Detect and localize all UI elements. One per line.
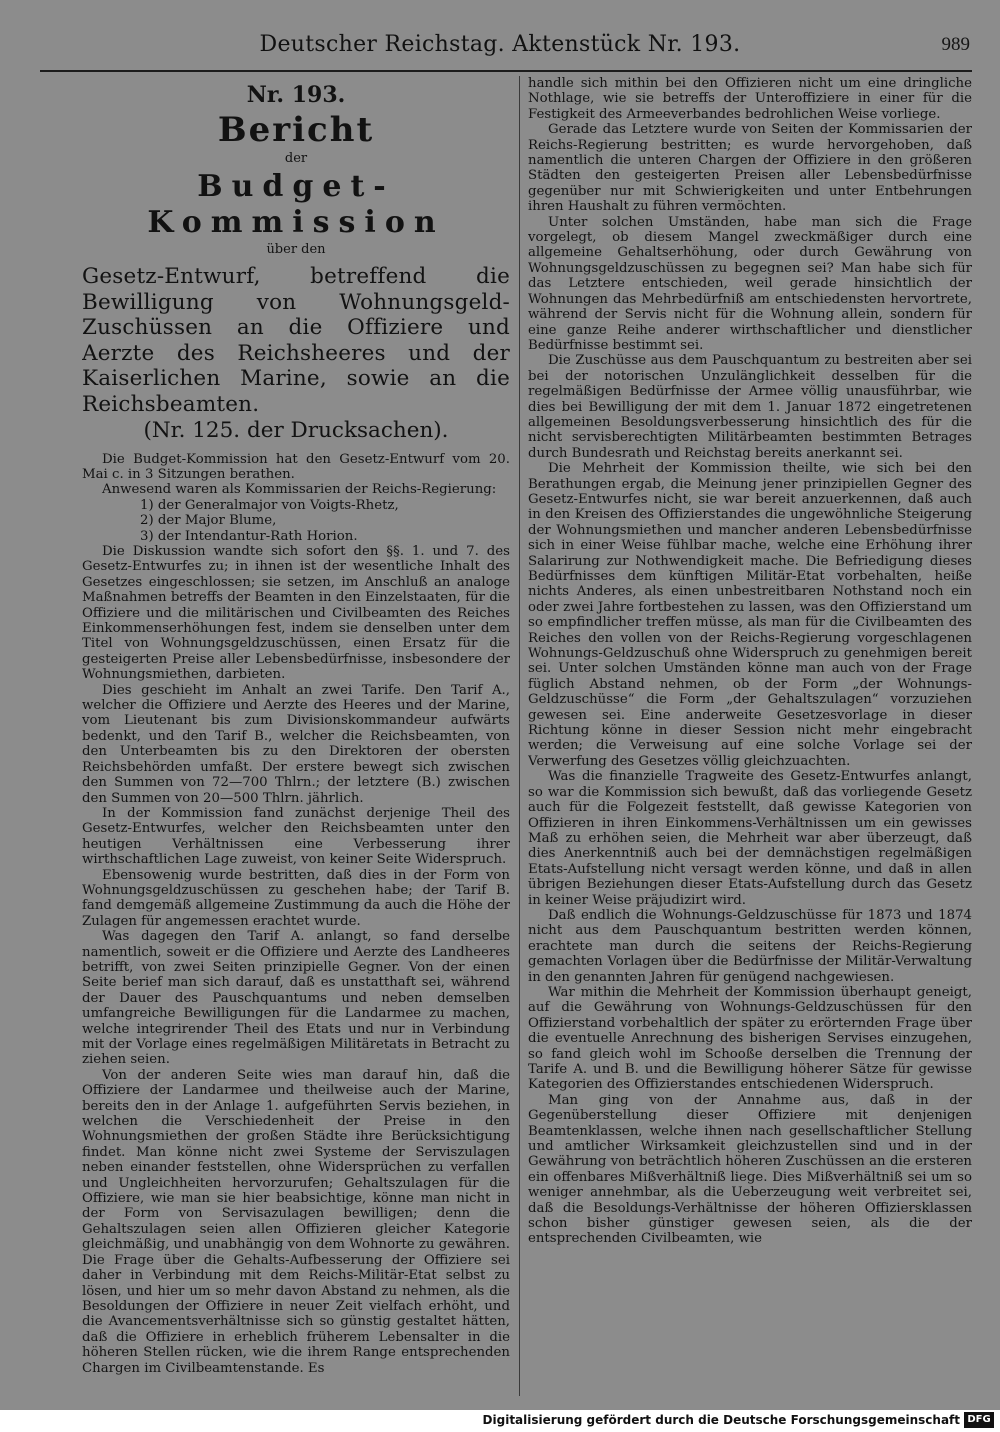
right-column <box>528 76 972 1396</box>
footer-bar <box>0 1410 1000 1432</box>
paragraph: Dies geschieht im Anhalt an zwei Tarife. Den Tarif A., welcher die Offiziere und Aerzte des Heeres und der Marine, vom Lieutenant bis zum Divisionskommandeur aufwärts bedenkt, und den Tarif B., welcher die Reichsbeamten, von den Unterbeamten bis zu den Direktoren der obersten Reichsbehörden umfaßt. Der erstere bewegt sich zwischen den Summen von 72—700 Thlrn.; der letztere (B.) zwischen den Summen von 20—500 Thlrn. jährlich. <box>82 682 510 806</box>
funding-credit: Digitalisierung gefördert durch die Deutsche Forschungsgemeinschaft <box>482 1413 960 1427</box>
paragraph: Unter solchen Umständen, habe man sich die Frage vorgelegt, ob diesem Mangel zweckmäßiger durch eine allgemeine Gehaltserhöhung, oder durch Gewährung von Wohnungsgeldzuschüssen zu begegnen sei? Man habe sich für das Letztere entschieden, weil gerade hinsichtlich der Wohnungen das Mehrbedürfniß am entschiedensten hervortrete, während der Servis nicht für die Wohnung allein, sondern für eine ganze Reihe anderer wirthschaftlicher und dienstlicher Bedürfnisse bestimmt sei. <box>528 214 972 353</box>
paragraph: Daß endlich die Wohnungs-Geldzuschüsse für 1873 und 1874 nicht aus dem Pauschquantum bestritten werden können, erachtete man durch die seitens der Reichs-Regierung gemachten Vorlagen über die Bedürfnisse der Militär-Verwaltung in den genannten Jahren für genügend nachgewiesen. <box>528 907 972 985</box>
list-item: 1) der Generalmajor von Voigts-Rhetz, <box>140 497 399 513</box>
paragraph: In der Kommission fand zunächst derjenige Theil des Gesetz-Entwurfes, welcher den Reichsbeamten unter den heutigen Verhältnissen eine Verbesserung ihrer wirthschaftlichen Lage zuweist, von keiner Seite Widerspruch. <box>82 805 510 868</box>
commission-heading: Budget-Kommission <box>147 169 445 240</box>
document-number: Nr. 193. <box>246 82 346 108</box>
paragraph: Von der anderen Seite wies man darauf hin, daß die Offiziere der Landarmee und theilweise auch der Marine, bereits den in der Anlage 1. aufgeführten Servis beziehen, in welchen die Verschiedenheit der Preise in den Wohnungsmiethen der großen Städte ihre Berücksichtigung findet. Man könne nicht zwei Systeme der Serviszulagen neben einander feststellen, ohne Widersprüchen zu verfallen und Ungleichheiten hervorzurufen; Gehaltszulagen für die Offiziere, wie man sie hier beabsichtige, könne man nicht in der Form von Servisazulagen bewilligen; denn die Gehaltszulagen seien allen Offizieren gleicher Kategorie gleichmäßig, und unabhängig von dem Wohnorte zu gewähren. Die Frage über die Gehalts-Aufbesserung der Offiziere sei daher in Verbindung mit dem Reichs-Militär-Etat selbst zu lösen, und hier um so mehr davon Abstand zu nehmen, als die Besoldungen der Offiziere in neuer Zeit vielfach erhöht, und die Avancementsverhältnisse sich so günstig gestaltet hätten, daß die Offiziere in erheblich früherem Lebensalter in die höheren Stellen rücken, wie die ihrem Range entsprechenden Chargen im Civilbeamtenstande. Es <box>82 1067 510 1376</box>
paragraph: Anwesend waren als Kommissarien der Reichs-Regierung: <box>102 482 497 498</box>
paragraph: War mithin die Mehrheit der Kommission überhaupt geneigt, auf die Gewährung von Wohnungs-Geldzuschüssen für den Offizierstand vorbehaltlich der später zu erörternden Frage über die eventuelle Anrechnung des bisherigen Servises einzugehen, so fand gleich wohl im Schooße derselben die Trennung der Tarife A. und B. und die Bewilligung höherer Sätze für gewisse Kategorien des Offizierstandes entschiedenen Widerspruch. <box>528 984 972 1093</box>
page-header <box>0 30 1000 66</box>
subject-heading: Gesetz-Entwurf, betreffend die Bewilligung von Wohnungsgeld-Zuschüssen an die Offiziere und Aerzte des Reichsheeres und der Kaiserlichen Marine, sowie an die Reichsbeamten. <box>82 264 510 417</box>
page-number: 989 <box>941 34 970 55</box>
paragraph: Gerade das Letztere wurde von Seiten der Kommissarien der Reichs-Regierung bestritten; es wurde hervorgehoben, daß namentlich die unteren Chargen der Offiziere in den größeren Städten den gesteigerten Preisen aller Lebensbedürfnisse gegenüber nur mit Schwierigkeiten und unter Entbehrungen ihren Haushalt zu führen vermöchten. <box>528 122 972 215</box>
document-title: Bericht <box>217 110 375 150</box>
running-head: Deutscher Reichstag. Aktenstück Nr. 193. <box>259 32 741 57</box>
paragraph: Die Budget-Kommission hat den Gesetz-Entwurf vom 20. Mai c. in 3 Sitzungen berathen. <box>82 451 510 482</box>
left-column <box>82 76 510 1396</box>
paragraph: Die Diskussion wandte sich sofort den §§. 1. und 7. des Gesetz-Entwurfes zu; in ihnen ist der wesentliche Inhalt des Gesetzes eingeschlossen; sie setzen, im Anschluß an analoge Maßnahmen betreffs der Beamten in den Einzelstaaten, für die Offiziere und die militärischen und Civilbeamten des Reiches Einkommenserhöhungen fest, indem sie denselben unter dem Titel von Wohnungsgeldzuschüssen, einen Ersatz für die gesteigerten Preise aller Lebensbedürfnisse, insbesondere der Wohnungsmiethen, darbieten. <box>82 544 510 683</box>
dfg-logo: DFG <box>964 1412 994 1428</box>
article-ueber-den: über den <box>266 242 326 257</box>
header-rule <box>40 70 972 72</box>
paragraph: Was die finanzielle Tragweite des Gesetz-Entwurfes anlangt, so war die Kommission sich bewußt, daß das vorliegende Gesetz auch für die Folgezeit feststellt, daß gewisse Kategorien von Offizieren in ihren Einkommens-Verhältnissen um ein gewisses Maß zu erhöhen seien, die Mehrheit war aber überzeugt, daß dies Anerkenntniß auch bei der demnächstigen regelmäßigen Etats-Aufstellung nicht versagt werden könne, und daß in allen übrigen Beziehungen dieser Etats-Aufstellung durch das Gesetz in keiner Weise präjudizirt wird. <box>528 769 972 908</box>
column-divider <box>519 76 520 1396</box>
article-der: der <box>284 151 308 166</box>
paragraph: Ebensowenig wurde bestritten, daß dies in der Form von Wohnungsgeldzuschüssen zu geschehen habe; der Tarif B. fand demgemäß allgemeine Zustimmung da auch die Höhe der Zulagen für angemessen erachtet wurde. <box>82 867 510 929</box>
paragraph: Die Mehrheit der Kommission theilte, wie sich bei den Berathungen ergab, die Meinung jener prinzipiellen Gegner des Gesetz-Entwurfes nicht, sie war bereit anzuerkennen, daß auch in den Kreisen des Offizierstandes die ungewöhnliche Steigerung der Wohnungsmiethen und mancher anderen Lebensbedürfnisse sich in einer Weise fühlbar mache, welche eine Erhöhung ihrer Salarirung zur Nothwendigkeit mache. Die Befriedigung dieses Bedürfnisses dem künftigen Militär-Etat vorbehalten, heiße nichts Anderes, als einen unbestreitbaren Nothstand noch ein oder zwei Jahre fortbestehen zu lassen, was den Offizierstand um so empfindlicher treffen müsse, als man für die Civilbeamten des Reiches den vollen von der Reichs-Regierung vorgeschlagenen Wohnungs-Geldzuschuß ohne Widerspruch zu genehmigen bereit sei. Unter solchen Umständen könne man auch von der Frage füglich Abstand nehmen, ob der Form „der Wohnungs-Geldzuschüsse“ die Form „der Gehaltszulagen“ vorzuziehen gewesen sei. Eine anderweite Gesetzesvorlage in dieser Richtung könne in dieser Session nicht mehr eingebracht werden; die Verweisung auf eine solche Vorlage sei der Verwerfung des Gesetzes völlig gleichzuachten. <box>528 461 972 769</box>
paragraph: Was dagegen den Tarif A. anlangt, so fand derselbe namentlich, soweit er die Offiziere und Aerzte des Landheeres betrifft, von zwei Seiten prinzipielle Gegner. Von der einen Seite berief man sich darauf, daß es unstatthaft sei, während der Dauer des Pauschquantums und neben demselben umfangreiche Bewilligungen für die Landarmee zu machen, welche integrirender Theil des Etats und nur in Verbindung mit der Vorlage eines regelmäßigen Militäretats in Betracht zu ziehen seien. <box>82 929 510 1068</box>
subject-reference: (Nr. 125. der Drucksachen). <box>143 417 449 443</box>
paragraph: Man ging von der Annahme aus, daß in der Gegenüberstellung dieser Offiziere mit denjenigen Beamtenklassen, welche ihnen nach gesellschaftlicher Stellung und amtlicher Wirksamkeit gleichzustellen sind und in der Gewährung von beträchtlich höheren Zuschüssen an die ersteren ein offenbares Mißverhältniß liege. Dies Mißverhältniß sei um so weniger annehmbar, als die Ueberzeugung weit verbreitet sei, daß die Besoldungs-Verhältnisse der höheren Offiziersklassen schon bisher günstiger gewesen seien, als die der entsprechenden Civilbeamten, wie <box>528 1092 972 1247</box>
list-item: 2) der Major Blume, <box>140 513 277 529</box>
list-item: 3) der Intendantur-Rath Horion. <box>140 528 358 544</box>
paragraph: handle sich mithin bei den Offizieren nicht um eine dringliche Nothlage, wie sie betreffs der Unteroffiziere in einer für die Festigkeit des Armeeverbandes bedrohlichen Weise vorliege. <box>528 76 972 122</box>
paragraph: Die Zuschüsse aus dem Pauschquantum zu bestreiten aber sei bei der notorischen Unzulänglichkeit desselben für die regelmäßigen Bedürfnisse der Armee völlig unausführbar, wie dies bei Bewilligung der mit dem 1. Januar 1872 eingetretenen allgemeinen Besoldungsverbesserung hinsichtlich des für die nicht servisberechtigten Militärbeamten bestimmten Betrages durch Bundesrath und Reichstag bereits anerkannt sei. <box>528 353 972 461</box>
